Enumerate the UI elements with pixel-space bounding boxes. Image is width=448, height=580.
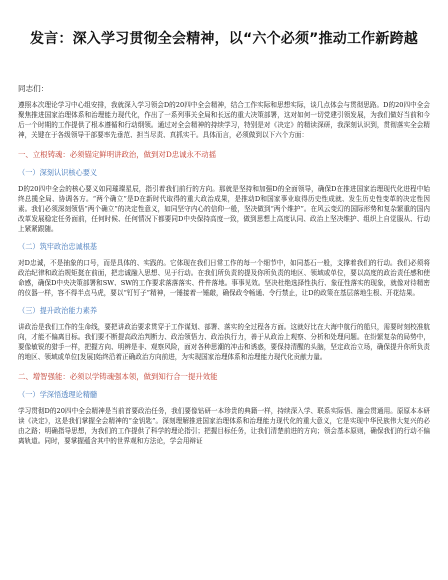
section-1-1-body: D的20四中全会的核心要义如同璀璨星辰，指引着我们前行的方向。那就是坚持和加强D的全面领导，确保D在推进国家治理现代化进程中始终总揽全局、协调各方。“两个确立”是D在新时代取得的重大政治成果，是推动D和国家事业取得历史性成就、发生历史性变革的决定性因素。我们必须深刻领悟“两个确立”的决定性意义，如同坚守内心的信仰一般，坚决做到“两个维护”。在风云变幻的国际形势和复杂繁重的国内改革发展稳定任务面前，任何时候、任何情况下都要同D中央保持高度一致，做到思想上高度认同、政治上坚决维护、组织上自觉服从、行动上紧紧跟随。 <box>18 185 430 233</box>
section-1-3-heading: （三）提升政治能力素养 <box>18 306 98 315</box>
section-1-2-heading: （二）筑牢政治忠诚根基 <box>18 242 98 251</box>
section-1-2-body: 对D忠诚，不是抽象的口号，而是具体的、实践的。它体现在我们日常工作的每一个细节中，如同基石一般，支撑着我们的行动。我们必须将政治纪律和政治规矩挺在前面，把忠诚融入思想、见于行动。在我们所负责的提及你所负责的地区、领域或单位，要以高度的政治责任感和使命感，确保D中央决策部署和SW、SW的工作要求落落落实、件件落地。事事见效。坚决杜绝选择性执行、象征性落实的现象，就像对待精密的仪器一样，容不得半点马虎，要以“钉钉子”精神，一锤接着一锤敲，确保政令畅通、令行禁止，让D的政策在基层落地生根、开花结果。 <box>18 259 430 297</box>
greeting: 同志们： <box>18 84 49 93</box>
document-title: 发言：深入学习贯彻全会精神，以“六个必须”推动工作新跨越 <box>29 31 418 47</box>
section-2-heading: 二、增智强能：必须以学铸魂强本领，做到知行合一提升效能 <box>18 372 218 381</box>
section-2-1-heading: （一）学深悟透理论精髓 <box>18 390 98 399</box>
section-1-heading: 一、立根铸魂：必须锚定鲜明讲政治，做到对D忠诚永不动摇 <box>18 150 217 159</box>
section-2-1-body: 学习贯彻D的20四中全会精神是当前首要政治任务，我们要像钻研一本珍贵的典籍一样，持续深入学、联系实际悟、融会贯通用。原原本本研读《决定》，这是我们掌握全会精神的“金钥匙”。深刻理解推进国家治理体系和治理能力现代化的重大意义，它是实现中华民族伟大复兴的必由之路；明确指导思想，为我们的工作提供了科学的理论指引；把握目标任务，让我们清楚前进的方向；领会基本原则，确保我们的行动不偏离轨道。同时，要掌握蕴含其中的世界观和方法论，学会用辩证 <box>18 407 430 445</box>
section-1-3-body: 讲政治是我们工作的生命线，要把讲政治要求贯穿于工作谋划、部署、落实的全过程各方面。这就好比在大海中航行的船只，需要时刻校准航向，才能不偏离目标。我们要不断提高政治判断力、政治领悟力、政治执行力，善于从政治上观察、分析和处理问题。在纷繁复杂的局势中，要像敏锐的猎手一样，把握方向、明辨是非、观察风险，面对各种思潮的冲击和诱惑，要保持清醒的头脑，坚定政治立场，确保提升你所负责的地区、领域或单位[发展]始终沿着正确政治方向前进，为实现国家治理体系和治理能力现代化贡献力量。 <box>18 323 430 361</box>
section-1-1-heading: （一）深刻认识核心要义 <box>18 168 98 177</box>
intro-paragraph: 遵照本次理论学习中心组安排，我就深入学习领会D的20四中全会精神，结合工作实际和思想实际，谈几点体会与贯彻思路。D的20四中全会聚焦推进国家治理体系和治理能力现代化，作出了一系列事关全局和长远的重大决策部署，这对如何一切党建引领发展，为我们做好当前和今后一个时期的工作提供了根本遵循和行动纲领。通过对全会精神的持续学习，特别是对《决定》的精读深研，我深刻认识到，贯彻落实全会精神，关键在于各级领导干部要率先垂范、担当尽责、真抓实干。具体而言，必须做到以下六个方面： <box>18 101 430 139</box>
